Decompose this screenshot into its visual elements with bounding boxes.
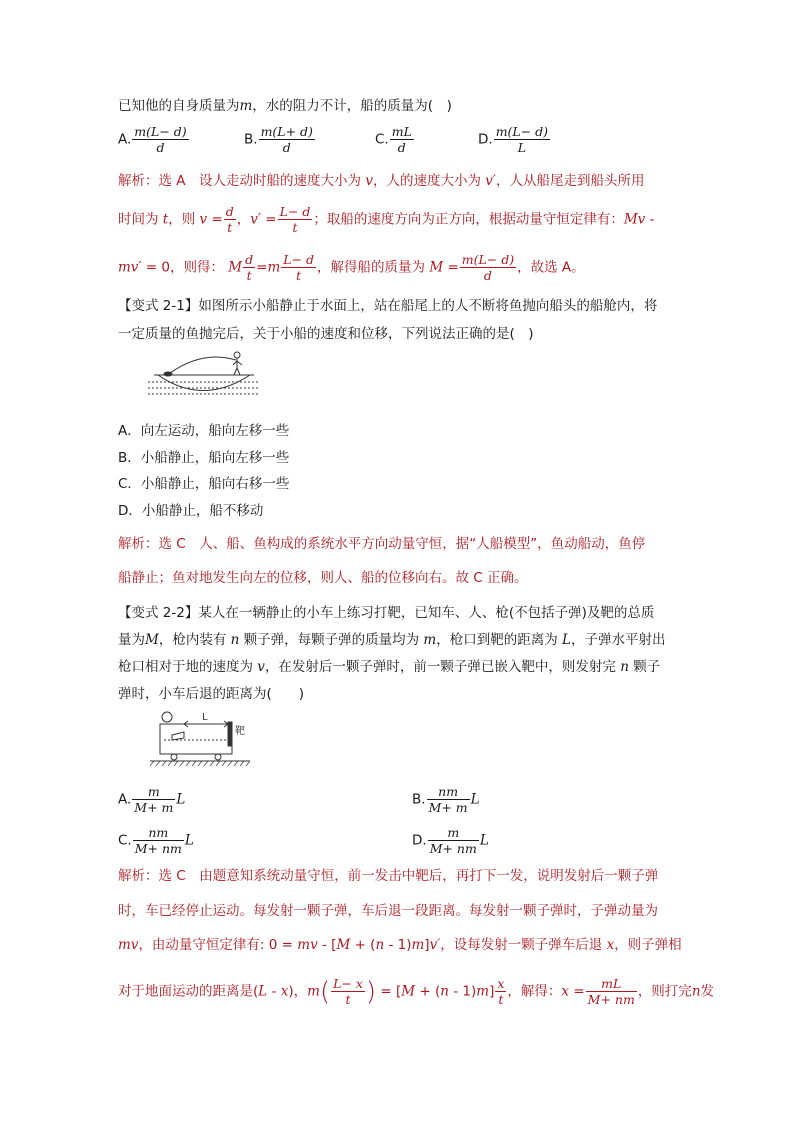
var: M xyxy=(228,259,243,276)
frac-den: M+ m xyxy=(134,800,174,815)
frac-den: M+ m xyxy=(428,800,468,815)
var: n xyxy=(230,632,240,648)
var: L xyxy=(258,983,268,1000)
fraction xyxy=(259,124,315,155)
fraction xyxy=(427,784,470,815)
text: 船静止；鱼对地发生向左的位移，则人、船的位移向右。故 C 正确。 xyxy=(118,570,528,586)
text: - 1) xyxy=(388,937,412,953)
text: ，则 xyxy=(168,211,196,228)
option-label: B. xyxy=(244,131,258,148)
var: m xyxy=(476,983,490,1000)
fraction xyxy=(132,784,175,815)
text: ，设每发射一颗子弹车后退 xyxy=(440,937,603,953)
text: ，人的速度大小为 xyxy=(372,173,481,189)
fraction xyxy=(278,204,313,235)
fraction xyxy=(132,124,188,155)
text: B．小船静止，船向左移一些 xyxy=(118,450,290,466)
text: ，故选 A。 xyxy=(517,259,585,276)
paren-close: ) xyxy=(365,976,377,1007)
text: 量为 xyxy=(118,632,145,648)
var: n xyxy=(620,659,629,675)
text: + ( xyxy=(419,983,441,1000)
option-label: D. xyxy=(412,832,427,849)
var: M xyxy=(336,937,351,953)
q3-option-b xyxy=(412,784,480,815)
text: = xyxy=(573,983,585,1000)
option-label: B. xyxy=(412,791,426,808)
text: D．小船静止，船不移动 xyxy=(118,503,264,519)
text: + ( xyxy=(354,937,376,953)
fraction xyxy=(243,252,255,283)
text: ，则打完 xyxy=(637,983,692,1000)
text: 发 xyxy=(700,983,715,1000)
text: = xyxy=(447,259,459,276)
frac-den: t xyxy=(246,268,252,283)
text: 颗子弹，每颗子弹的质量均为 xyxy=(243,632,420,648)
option-label: C. xyxy=(375,131,389,148)
frac-den: d xyxy=(156,140,165,155)
q1-option-d xyxy=(478,124,551,155)
var: v xyxy=(257,659,265,675)
var: m xyxy=(239,98,253,114)
q3-solution-line3 xyxy=(118,935,682,955)
var: v xyxy=(199,211,208,228)
var: v′ xyxy=(429,937,441,953)
q2-stem-line2 xyxy=(118,324,534,344)
fraction xyxy=(281,252,316,283)
text: 解析：选 C 人、船、鱼构成的系统水平方向动量守恒，据“人船模型”，鱼动船动，鱼停 xyxy=(118,536,646,552)
paren-open: ( xyxy=(319,976,331,1007)
question-title: 【变式 2-2】 xyxy=(118,605,199,621)
text: ，人从船尾走到船头所用 xyxy=(495,173,645,189)
var: L xyxy=(562,632,571,648)
cart-figure xyxy=(150,708,250,770)
text: 某人在一辆静止的小车上练习打靶，已知车、人、枪(不包括子弹)及靶的总质 xyxy=(198,605,655,621)
boat-figure xyxy=(148,348,260,408)
text: ；取船的速度方向为正方向，根据动量守恒定律有： xyxy=(313,211,624,228)
frac-num: m(L− d) xyxy=(495,124,549,139)
frac-den: t xyxy=(227,220,233,235)
fraction xyxy=(390,124,414,155)
text: ] xyxy=(424,937,430,953)
fraction xyxy=(495,976,506,1007)
text: - [ xyxy=(322,937,337,953)
fraction xyxy=(133,825,184,856)
q2-option-b xyxy=(118,448,289,468)
text: - 1) xyxy=(453,983,477,1000)
q1-option-b xyxy=(244,124,316,155)
frac-num: m(L− d) xyxy=(461,252,515,267)
q3-stem-line1 xyxy=(118,603,654,623)
q3-option-d xyxy=(412,825,489,856)
fraction xyxy=(460,252,516,283)
text: )， xyxy=(288,983,308,1000)
q1-solution-line2 xyxy=(118,204,654,235)
frac-num: L− d xyxy=(283,252,315,267)
frac-num: d xyxy=(225,204,234,219)
fraction xyxy=(428,825,479,856)
text: ，解得： xyxy=(507,983,562,1000)
var: mv′ xyxy=(118,259,142,276)
var: v xyxy=(365,173,373,189)
text: = 0，则得： xyxy=(145,259,224,276)
q2-solution-line1 xyxy=(118,534,645,554)
frac-den: M+ nm xyxy=(429,841,477,856)
frac-den: t xyxy=(292,220,298,235)
var: x xyxy=(561,983,570,1000)
var: L xyxy=(176,791,186,808)
text: 已知他的自身质量为 xyxy=(118,98,240,114)
option-label: D. xyxy=(478,131,493,148)
frac-num: m xyxy=(428,825,479,841)
q1-option-c xyxy=(375,124,415,155)
q3-stem-line4 xyxy=(118,684,304,704)
q1-solution-line3 xyxy=(118,252,585,283)
q2-option-d xyxy=(118,501,263,521)
text: = xyxy=(256,259,268,276)
frac-num: m(L+ d) xyxy=(260,124,313,139)
question-title: 【变式 2-1】 xyxy=(118,298,199,314)
q1-stem xyxy=(118,96,452,116)
var: x xyxy=(606,937,615,953)
q3-solution-line2 xyxy=(118,901,658,921)
text: 对于地面运动的距离是( xyxy=(118,983,259,1000)
q3-stem-line2 xyxy=(118,630,666,650)
frac-num: L− d xyxy=(279,204,311,219)
var: L xyxy=(479,832,489,849)
text: ，水的阻力不计，船的质量为( ) xyxy=(252,98,452,114)
frac-num: m xyxy=(132,784,175,800)
text: - xyxy=(271,983,281,1000)
q1-solution-line1 xyxy=(118,171,644,191)
text: ，解得船的质量为 xyxy=(317,259,426,276)
var: mv xyxy=(297,937,318,953)
fig-L-label: L xyxy=(202,712,208,723)
text: 时，车已经停止运动。每发射一颗子弹，车后退一段距离。每发射一颗子弹时，子弹动量为 xyxy=(118,903,658,919)
fraction xyxy=(224,204,236,235)
text: ， xyxy=(236,211,251,228)
text: ，由动量守恒定律有: 0 = xyxy=(138,937,293,953)
var: v′ xyxy=(250,211,261,228)
text: 弹时，小车后退的距离为( ) xyxy=(118,686,305,702)
text: ] xyxy=(489,983,495,1000)
var: n xyxy=(440,983,449,1000)
text: 解析：选 A 设人走动时船的速度大小为 xyxy=(118,173,362,189)
fraction xyxy=(586,976,637,1007)
q2-solution-line2 xyxy=(118,568,528,588)
var: L xyxy=(184,832,194,849)
text: = [ xyxy=(380,983,402,1000)
frac-den: t xyxy=(296,268,302,283)
text: ，子弹水平射出 xyxy=(571,632,666,648)
q2-option-c xyxy=(118,474,289,494)
q2-option-a xyxy=(118,421,289,441)
var: n xyxy=(375,937,385,953)
var: m xyxy=(267,259,281,276)
var: M xyxy=(429,259,444,276)
frac-num: m(L− d) xyxy=(134,124,187,139)
text: 解析：选 C 由题意知系统动量守恒，前一发击中靶后，再打下一发，说明发射后一颗子弹 xyxy=(118,868,659,884)
var: Mv - xyxy=(623,211,655,228)
q3-option-a xyxy=(118,784,185,815)
var: M xyxy=(401,983,416,1000)
frac-den: L xyxy=(517,140,527,155)
frac-num: nm xyxy=(133,825,184,841)
text: 颗子 xyxy=(633,659,661,675)
text: 如图所示小船静止于水面上，站在船尾上的人不断将鱼抛向船头的船舱内，将 xyxy=(198,298,658,314)
frac-den: t xyxy=(498,992,504,1007)
fraction xyxy=(494,124,550,155)
q3-option-c xyxy=(118,825,194,856)
frac-num: d xyxy=(245,252,254,267)
text: ，枪口到靶的距离为 xyxy=(436,632,558,648)
text: 一定质量的鱼抛完后，关于小船的速度和位移，下列说法正确的是( ) xyxy=(118,326,534,342)
q2-stem-line1 xyxy=(118,296,657,316)
text: ，则子弹相 xyxy=(614,937,682,953)
q3-stem-line3 xyxy=(118,657,660,677)
var: n xyxy=(691,983,701,1000)
option-label: C. xyxy=(118,832,132,849)
frac-num: x xyxy=(497,976,505,991)
var: m xyxy=(411,937,425,953)
text: 时间为 xyxy=(118,211,159,228)
var: m xyxy=(307,983,320,1000)
text: = xyxy=(265,211,277,228)
frac-den: d xyxy=(397,140,406,155)
frac-den: t xyxy=(345,992,351,1007)
var: v′ xyxy=(485,173,496,189)
q3-solution-line4 xyxy=(118,976,714,1007)
text: 枪口相对于地的速度为 xyxy=(118,659,253,675)
frac-den: d xyxy=(483,268,492,283)
frac-num: mL xyxy=(586,976,637,992)
frac-num: mL xyxy=(391,124,412,139)
var: mv xyxy=(118,937,139,953)
var: t xyxy=(162,211,169,228)
text: = xyxy=(211,211,223,228)
fraction xyxy=(331,976,365,1007)
text: C．小船静止，船向右移一些 xyxy=(118,476,290,492)
q3-solution-line1 xyxy=(118,866,658,886)
frac-den: M+ nm xyxy=(587,992,635,1007)
var: L xyxy=(470,791,480,808)
frac-num: nm xyxy=(427,784,470,800)
frac-num: L− x xyxy=(333,976,363,991)
text: ，枪内装有 xyxy=(158,632,227,648)
fig-target-label: 靶 xyxy=(235,726,245,737)
var: m xyxy=(423,632,437,648)
frac-den: d xyxy=(282,140,291,155)
frac-den: M+ nm xyxy=(134,841,182,856)
text: A．向左运动，船向左移一些 xyxy=(118,423,290,439)
var: M xyxy=(145,632,159,648)
option-label: A. xyxy=(118,131,132,148)
var: x xyxy=(280,983,289,1000)
q1-option-a xyxy=(118,124,190,155)
option-label: A. xyxy=(118,791,132,808)
text: ，在发射后一颗子弹时，前一颗子弹已嵌入靶中，则发射完 xyxy=(264,659,616,675)
